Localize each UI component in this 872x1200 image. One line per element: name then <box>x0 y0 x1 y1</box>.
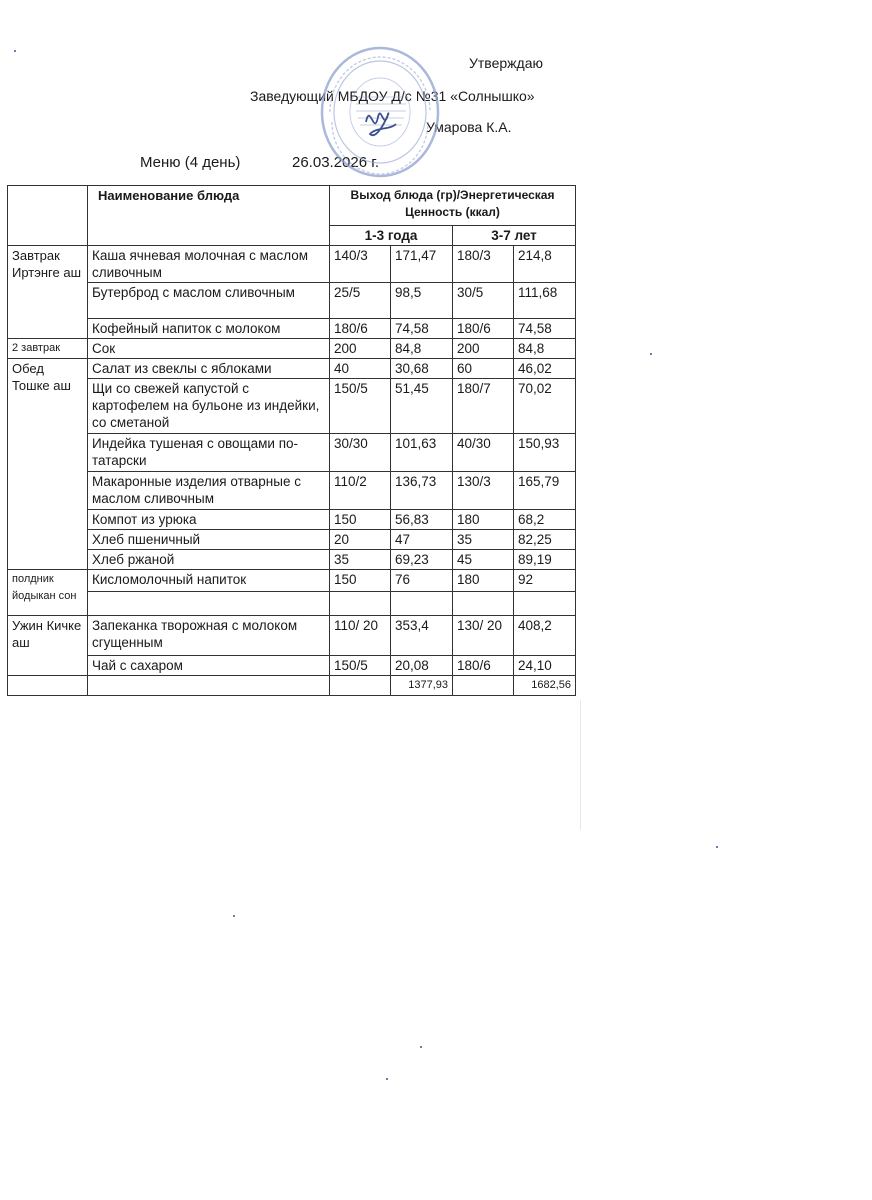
empty-cell <box>330 592 391 616</box>
weight-3-7: 180/3 <box>453 246 514 283</box>
director-title: Заведующий МБДОУ Д/с №31 «Солнышко» <box>250 88 535 104</box>
dish-name: Макаронные изделия отварные с маслом сливочным <box>88 472 330 510</box>
weight-1-3: 30/30 <box>330 434 391 472</box>
weight-3-7: 130/3 <box>453 472 514 510</box>
empty-cell <box>391 592 453 616</box>
weight-3-7: 180/7 <box>453 379 514 434</box>
dish-name: Хлеб пшеничный <box>88 530 330 550</box>
weight-1-3: 150/5 <box>330 379 391 434</box>
kcal-1-3: 353,4 <box>391 616 453 656</box>
total-kcal-3-7: 1682,56 <box>514 676 576 696</box>
approve-label: Утверждаю <box>469 55 543 71</box>
kcal-3-7: 89,19 <box>514 550 576 570</box>
weight-3-7: 180/6 <box>453 656 514 676</box>
kcal-1-3: 51,45 <box>391 379 453 434</box>
kcal-1-3: 84,8 <box>391 339 453 359</box>
scan-speck <box>420 1046 422 1048</box>
scan-speck <box>386 1078 388 1080</box>
weight-3-7: 30/5 <box>453 283 514 319</box>
kcal-1-3: 101,63 <box>391 434 453 472</box>
scan-speck <box>716 846 718 848</box>
dish-name: Запеканка творожная с молоком сгущенным <box>88 616 330 656</box>
dish-name: Салат из свеклы с яблоками <box>88 359 330 379</box>
dish-name: Компот из урюка <box>88 510 330 530</box>
col-header-age-1-3: 1-3 года <box>330 226 453 246</box>
kcal-1-3: 136,73 <box>391 472 453 510</box>
dish-name: Каша ячневая молочная с маслом сливочным <box>88 246 330 283</box>
weight-3-7: 130/ 20 <box>453 616 514 656</box>
kcal-3-7: 111,68 <box>514 283 576 319</box>
kcal-3-7: 82,25 <box>514 530 576 550</box>
official-stamp <box>318 42 448 190</box>
kcal-3-7: 150,93 <box>514 434 576 472</box>
weight-3-7: 45 <box>453 550 514 570</box>
empty-cell <box>330 676 391 696</box>
kcal-1-3: 171,47 <box>391 246 453 283</box>
director-name: Умарова К.А. <box>426 119 512 135</box>
kcal-1-3: 76 <box>391 570 453 592</box>
kcal-3-7: 214,8 <box>514 246 576 283</box>
dish-name: Бутерброд с маслом сливочным <box>88 283 330 319</box>
weight-1-3: 150 <box>330 510 391 530</box>
weight-1-3: 20 <box>330 530 391 550</box>
weight-1-3: 35 <box>330 550 391 570</box>
weight-1-3: 180/6 <box>330 319 391 339</box>
dish-name: Щи со свежей капустой с картофелем на бульоне из индейки, со сметаной <box>88 379 330 434</box>
kcal-1-3: 69,23 <box>391 550 453 570</box>
kcal-3-7: 74,58 <box>514 319 576 339</box>
kcal-3-7: 68,2 <box>514 510 576 530</box>
kcal-1-3: 74,58 <box>391 319 453 339</box>
empty-cell <box>453 676 514 696</box>
col-header-dish: Наименование блюда <box>88 186 330 246</box>
empty-cell <box>88 592 330 616</box>
scan-speck <box>14 50 16 52</box>
meal-lunch: Обед Тошке аш <box>8 359 88 570</box>
kcal-1-3: 30,68 <box>391 359 453 379</box>
weight-3-7: 60 <box>453 359 514 379</box>
meal-second-breakfast: 2 завтрак <box>8 339 88 359</box>
weight-1-3: 150/5 <box>330 656 391 676</box>
kcal-1-3: 98,5 <box>391 283 453 319</box>
weight-1-3: 110/2 <box>330 472 391 510</box>
kcal-1-3: 56,83 <box>391 510 453 530</box>
weight-3-7: 200 <box>453 339 514 359</box>
weight-3-7: 180 <box>453 570 514 592</box>
menu-date: 26.03.2026 г. <box>292 154 380 171</box>
kcal-3-7: 24,10 <box>514 656 576 676</box>
corner-cell <box>8 186 88 246</box>
meal-breakfast: Завтрак Иртэнге аш <box>8 246 88 339</box>
meal-afternoon-snack: полдник йодыкан сон <box>8 570 88 616</box>
col-header-yield: Выход блюда (гр)/Энергетическая Ценность (ккал) <box>330 186 576 226</box>
kcal-3-7: 70,02 <box>514 379 576 434</box>
weight-3-7: 40/30 <box>453 434 514 472</box>
weight-1-3: 25/5 <box>330 283 391 319</box>
dish-name: Индейка тушеная с овощами по-татарски <box>88 434 330 472</box>
empty-cell <box>88 676 330 696</box>
col-header-age-3-7: 3-7 лет <box>453 226 576 246</box>
meal-dinner: Ужин Кичке аш <box>8 616 88 676</box>
weight-3-7: 180/6 <box>453 319 514 339</box>
kcal-3-7: 165,79 <box>514 472 576 510</box>
menu-table <box>7 185 576 696</box>
weight-1-3: 140/3 <box>330 246 391 283</box>
dish-name: Кисломолочный напиток <box>88 570 330 592</box>
kcal-3-7: 84,8 <box>514 339 576 359</box>
total-kcal-1-3: 1377,93 <box>391 676 453 696</box>
menu-title: Меню (4 день) <box>140 154 241 171</box>
weight-1-3: 150 <box>330 570 391 592</box>
scan-speck <box>650 353 652 355</box>
dish-name: Чай с сахаром <box>88 656 330 676</box>
weight-1-3: 110/ 20 <box>330 616 391 656</box>
kcal-1-3: 47 <box>391 530 453 550</box>
kcal-3-7: 408,2 <box>514 616 576 656</box>
weight-3-7: 35 <box>453 530 514 550</box>
dish-name: Хлеб ржаной <box>88 550 330 570</box>
empty-cell <box>453 592 514 616</box>
kcal-1-3: 20,08 <box>391 656 453 676</box>
scan-edge-line <box>580 700 581 830</box>
empty-cell <box>514 592 576 616</box>
kcal-3-7: 46,02 <box>514 359 576 379</box>
weight-1-3: 200 <box>330 339 391 359</box>
scan-speck <box>233 915 235 917</box>
weight-3-7: 180 <box>453 510 514 530</box>
dish-name: Кофейный напиток с молоком <box>88 319 330 339</box>
dish-name: Сок <box>88 339 330 359</box>
empty-cell <box>8 676 88 696</box>
weight-1-3: 40 <box>330 359 391 379</box>
kcal-3-7: 92 <box>514 570 576 592</box>
